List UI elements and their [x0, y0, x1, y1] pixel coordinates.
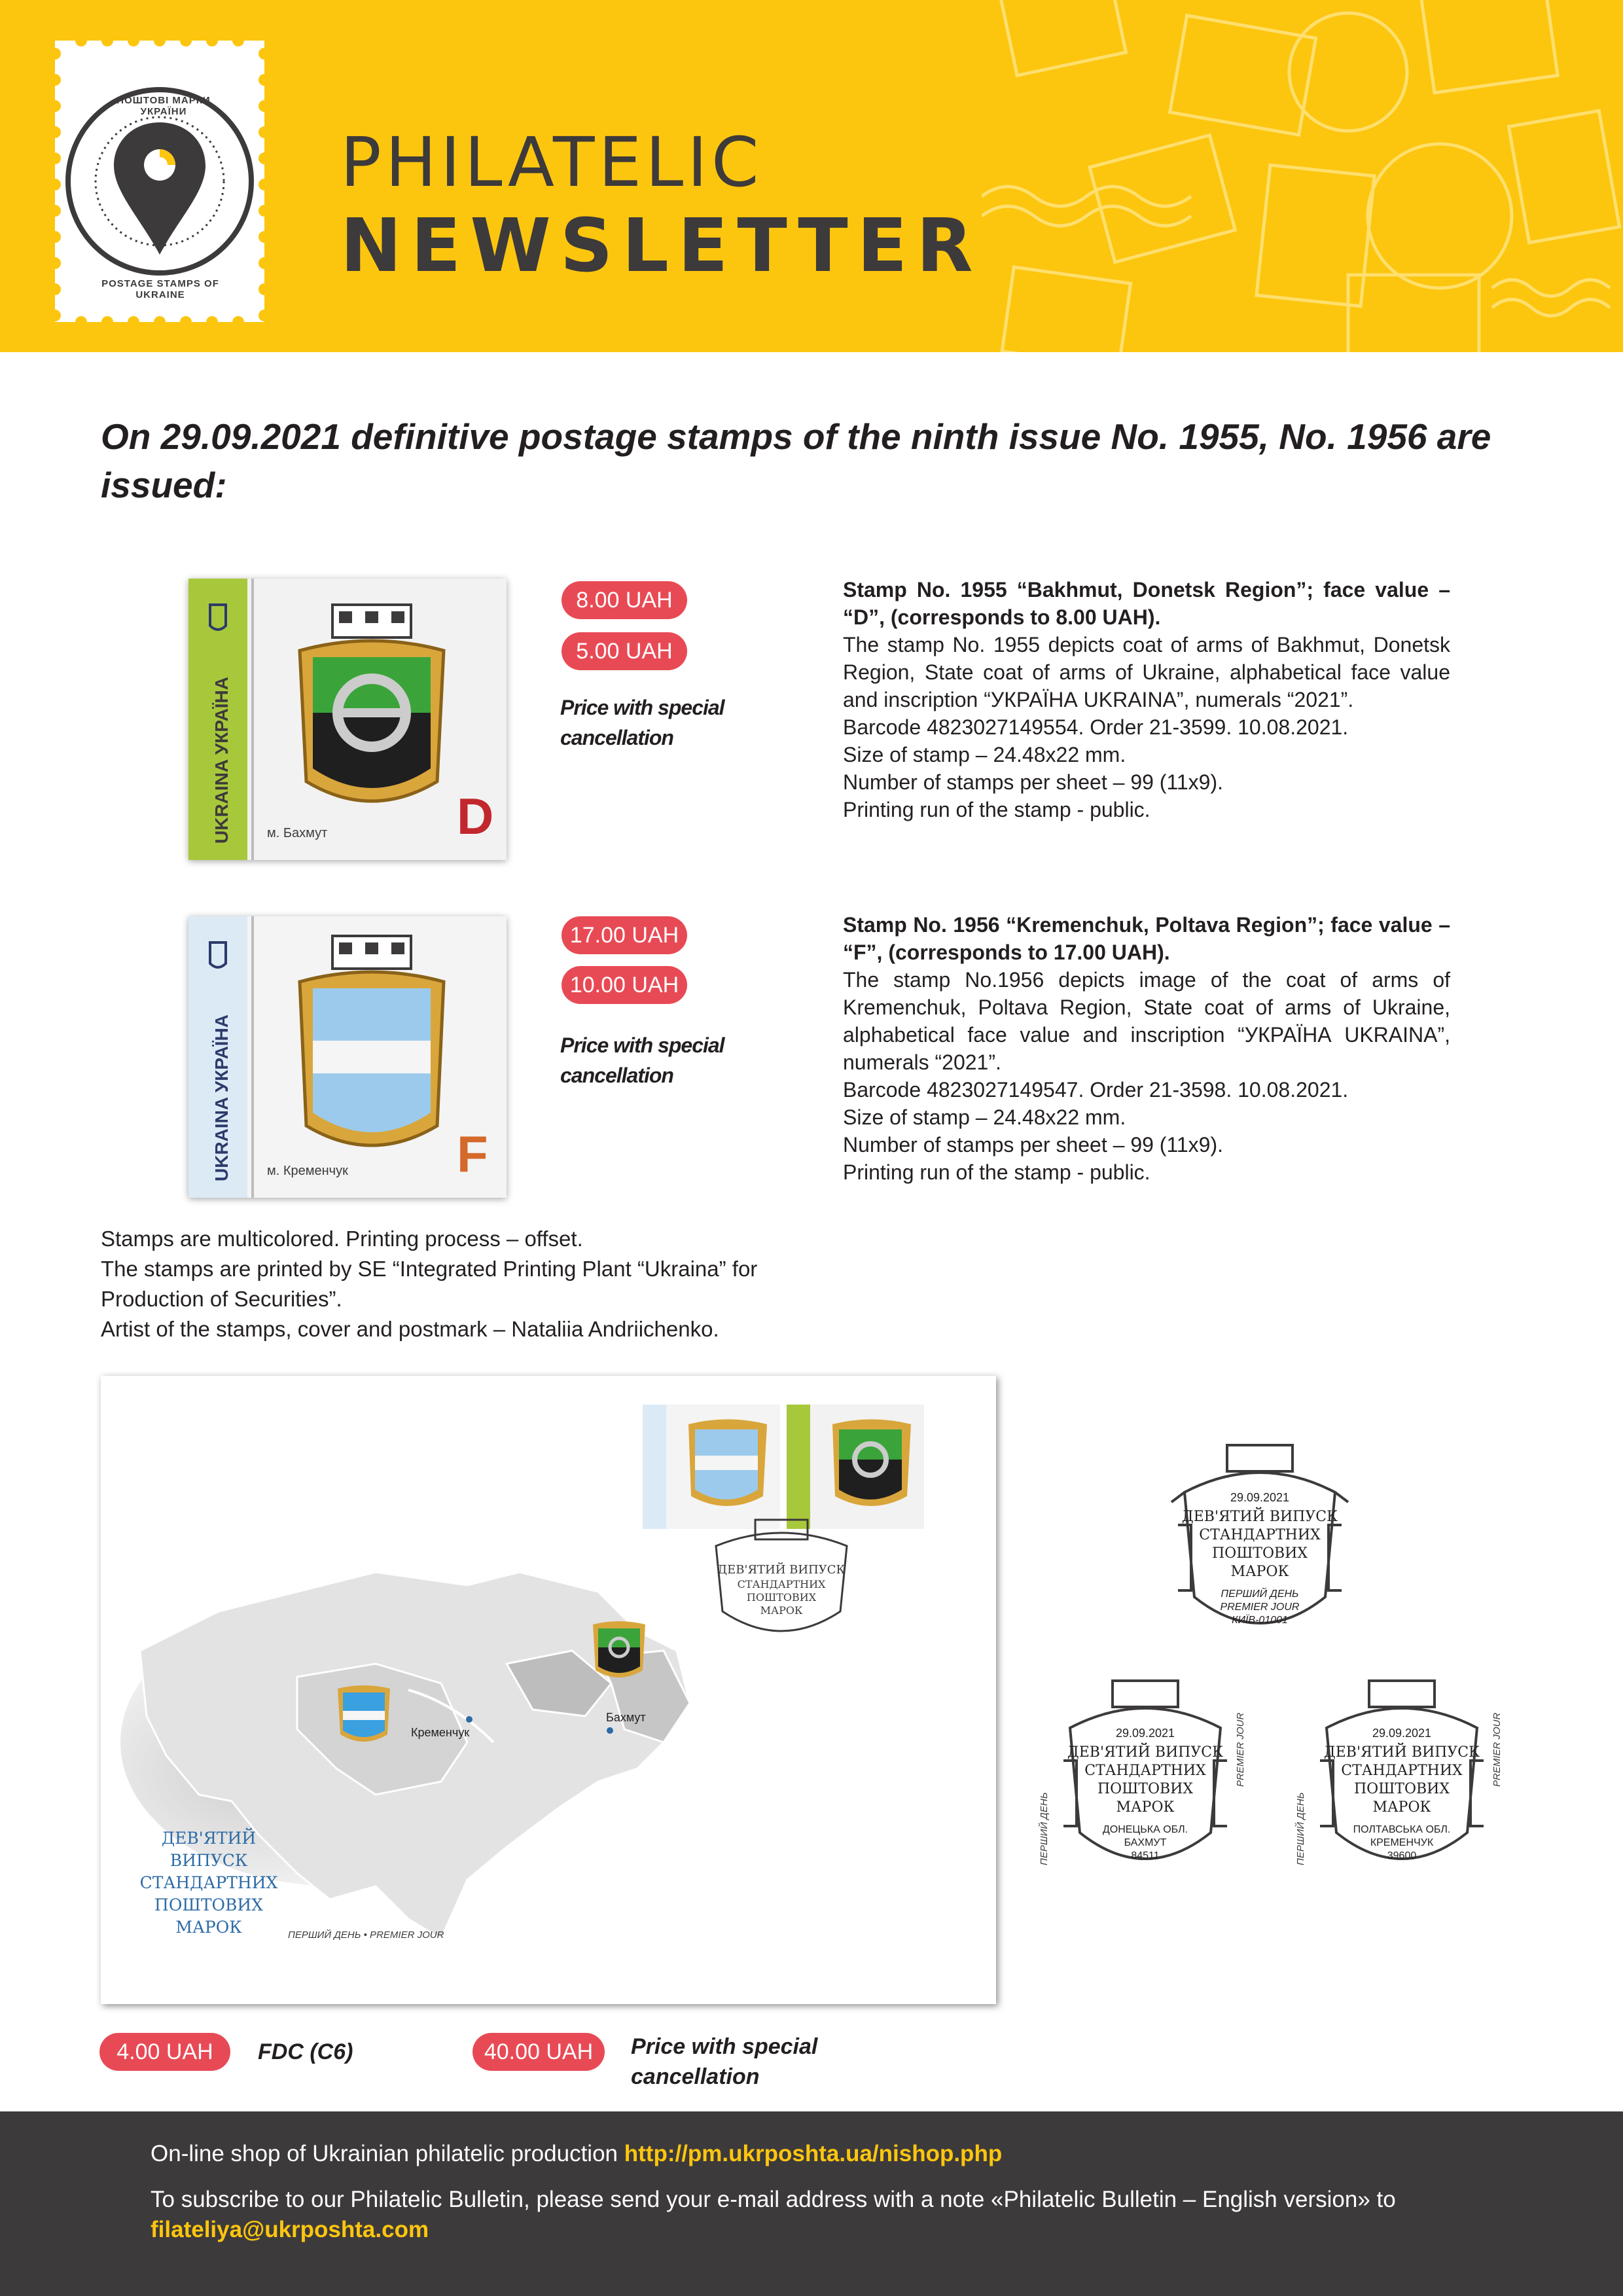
postmark-title: [1165, 1508, 1355, 1581]
postmark-place-line: БАХМУТ: [1124, 1837, 1167, 1848]
postmark-date: 29.09.2021: [1372, 1727, 1432, 1740]
fdc-postmark-title: МАРОК: [760, 1604, 803, 1617]
general-info-line: Stamps are multicolored. Printing process – offset.: [101, 1227, 583, 1251]
stamp-1955-price-badge: 8.00 UAH: [562, 581, 687, 619]
fdc-price-note: Price with special cancellation: [631, 2034, 818, 2089]
postmark-kyiv: [1165, 1440, 1355, 1662]
postmark-place-line: 84511: [1131, 1850, 1160, 1861]
shop-link[interactable]: http://pm.ukrposhta.ua/nishop.php: [624, 2141, 1003, 2166]
fdc-postmark-title: СТАНДАРТНИХ: [737, 1578, 826, 1590]
postmark-place-line: КРЕМЕНЧУК: [1370, 1837, 1434, 1848]
postmark-place-line: КИЇВ-01001: [1232, 1615, 1288, 1626]
postmark-place-line: 39600: [1387, 1850, 1417, 1861]
postmark-date: 29.09.2021: [1230, 1491, 1290, 1504]
stamp-1956-cancel-price-badge: 10.00 UAH: [562, 966, 687, 1004]
stamp-1956-printing-run: Printing run of the stamp - public.: [843, 1160, 1150, 1184]
stamp-1955-barcode: Barcode 4823027149554. Order 21-3599. 10.08.2021.: [843, 715, 1349, 739]
stamp-1955-cancel-price-badge: 5.00 UAH: [562, 632, 687, 670]
stamp-1956-description: [843, 911, 1450, 1186]
postmark-place-line: ПОЛТАВСЬКА ОБЛ.: [1353, 1824, 1451, 1835]
postmark-side-right: PREMIER JOUR: [1235, 1712, 1246, 1787]
fdc-city-bakhmut: Бахмут: [606, 1711, 646, 1724]
postmark-date: 29.09.2021: [1115, 1727, 1175, 1740]
stamp-1955-per-sheet: Number of stamps per sheet – 99 (11x9).: [843, 770, 1224, 794]
stamp-side-text: UKRAINA УКРАЇНА: [211, 1014, 232, 1181]
postmark-title: [1307, 1744, 1497, 1817]
postmark-place-line: PREMIER JOUR: [1220, 1602, 1300, 1613]
postmark-place-line: ДОНЕЦЬКА ОБЛ.: [1102, 1824, 1188, 1835]
decorative-stamps-pattern: [982, 0, 1623, 352]
stamp-side-text: UKRAINA УКРАЇНА: [211, 677, 232, 844]
postmark-title-line: ДЕВ'ЯТИЙ ВИПУСК: [1323, 1744, 1480, 1761]
stamp-1956-image: [188, 916, 507, 1198]
stamp-1956-price-note: Price with special cancellation: [560, 1033, 724, 1087]
stamp-1955-desc-line: The stamp No. 1955 depicts coat of arms of Bakhmut, Donetsk Region, State coat of arms of Ukraine, alphabetical face value and inscription “УКРАЇНА UKRAINA”, numerals “2021”.: [843, 633, 1450, 711]
logo-text-bottom: POSTAGE STAMPS OF UKRAINE: [101, 278, 219, 300]
footer-shop-line: [151, 2139, 1525, 2169]
fdc-map-title-line: СТАНДАРТНИХ: [139, 1873, 278, 1892]
stamp-face-letter: F: [457, 1125, 488, 1183]
fdc-label: FDC (C6): [258, 2039, 353, 2064]
fdc-map-title-line: МАРОК: [175, 1918, 242, 1937]
fdc-first-day: ПЕРШИЙ ДЕНЬ • PREMIER JOUR: [288, 1929, 444, 1941]
stamp-1956-barcode: Barcode 4823027149547. Order 21-3598. 10.08.2021.: [843, 1078, 1349, 1102]
general-info: [101, 1224, 834, 1344]
stamp-1955-image: [188, 579, 507, 860]
stamp-face-letter: D: [457, 787, 494, 845]
postmark-kremenchuk: [1291, 1676, 1513, 1892]
stamp-1955-printing-run: Printing run of the stamp - public.: [843, 798, 1150, 821]
postmark-title-line: ПОШТОВИХ: [1211, 1545, 1308, 1562]
stamp-1956-title: Stamp No. 1956 “Kremenchuk, Poltava Region”; face value – “F”, (corresponds to 17.00 UAH).: [843, 913, 1450, 964]
postmark-side-right: PREMIER JOUR: [1491, 1712, 1503, 1787]
header-banner: [0, 0, 1623, 352]
stamp-1955-size: Size of stamp – 24.48x22 mm.: [843, 743, 1126, 766]
general-info-line: The stamps are printed by SE “Integrated Printing Plant “Ukraina” for Production of Securities”.: [101, 1257, 758, 1311]
footer: [0, 2111, 1623, 2296]
fdc-map-title: [134, 1827, 284, 1939]
postmark-title-line: ПОШТОВИХ: [1353, 1781, 1450, 1797]
postmark-title-line: СТАНДАРТНИХ: [1341, 1763, 1463, 1779]
fdc-map-title-line: ПОШТОВИХ: [154, 1895, 263, 1914]
stamp-1956-desc-line: The stamp No.1956 depicts image of the coat of arms of Kremenchuk, Poltava Region, State coat of arms of Ukraine, alphabetical face value and inscription “УКРАЇНА UKRAINA”, numerals “2021”.: [843, 968, 1450, 1074]
newsletter-title-line1: PHILATELIC: [340, 122, 763, 202]
postmark-side-left: ПЕРШИЙ ДЕНЬ: [1039, 1792, 1050, 1865]
stamp-1955-description: [843, 576, 1450, 823]
fdc-cancel-price-badge: 40.00 UAH: [473, 2033, 605, 2071]
postmark-side-left: ПЕРШИЙ ДЕНЬ: [1295, 1792, 1306, 1865]
fdc-postmark-title: ПОШТОВИХ: [746, 1591, 817, 1604]
general-info-line: Artist of the stamps, cover and postmark – Nataliia Andriichenko.: [101, 1317, 719, 1341]
postmark-place: [1165, 1588, 1355, 1627]
postmark-place-line: ПЕРШИЙ ДЕНЬ: [1221, 1588, 1299, 1600]
fdc-price-badge: 4.00 UAH: [99, 2033, 230, 2071]
stamp-1956-size: Size of stamp – 24.48x22 mm.: [843, 1105, 1126, 1129]
stamp-city-caption: м. Бахмут: [267, 826, 328, 840]
footer-shop-text: On-line shop of Ukrainian philatelic production: [151, 2141, 624, 2166]
fdc-map-title-line: ДЕВ'ЯТИЙ: [161, 1829, 257, 1848]
footer-subscribe-text: To subscribe to our Philatelic Bulletin, please send your e-mail address with a note «Philatelic Bulletin – English version» to: [151, 2187, 1396, 2212]
stamp-1955-title: Stamp No. 1955 “Bakhmut, Donetsk Region”; face value – “D”, (corresponds to 8.00 UAH).: [843, 578, 1450, 629]
postmark-title-line: ДЕВ'ЯТИЙ ВИПУСК: [1067, 1744, 1224, 1761]
stamp-1955-price-note: Price with special cancellation: [560, 696, 724, 749]
postmark-title-line: ДЕВ'ЯТИЙ ВИПУСК: [1181, 1509, 1338, 1525]
postmark-title-line: СТАНДАРТНИХ: [1199, 1527, 1321, 1543]
postmark-title-line: ПОШТОВИХ: [1097, 1781, 1194, 1797]
postmark-title: [1050, 1744, 1240, 1817]
postmark-place: [1307, 1823, 1497, 1863]
fdc-postmark-title: ДЕВ'ЯТИЙ ВИПУСК: [717, 1563, 846, 1577]
fdc-city-kremenchuk: Кременчук: [411, 1726, 470, 1739]
postmark-title-line: СТАНДАРТНИХ: [1084, 1763, 1206, 1779]
postmark-title-line: МАРОК: [1116, 1799, 1175, 1816]
fdc-map-title-line: ВИПУСК: [169, 1851, 248, 1870]
postmark-title-line: МАРОК: [1372, 1799, 1431, 1816]
subscribe-email-link[interactable]: filateliya@ukrposhta.com: [151, 2217, 429, 2242]
newsletter-title-line2: NEWSLETTER: [340, 204, 982, 289]
page-headline: On 29.09.2021 definitive postage stamps of the ninth issue No. 1955, No. 1956 are issued:: [101, 416, 1491, 505]
postmark-title-line: МАРОК: [1230, 1564, 1289, 1580]
stamp-1956-price-badge: 17.00 UAH: [562, 916, 687, 954]
postmark-bakhmut: [1034, 1676, 1257, 1892]
stamp-1956-per-sheet: Number of stamps per sheet – 99 (11x9).: [843, 1133, 1224, 1157]
logo-text-top: ПОШТОВІ МАРКИ УКРАЇНИ: [116, 95, 211, 117]
stamp-city-caption: м. Кременчук: [267, 1164, 348, 1178]
fdc-cover: [101, 1376, 996, 2004]
postmark-place: [1050, 1823, 1240, 1863]
